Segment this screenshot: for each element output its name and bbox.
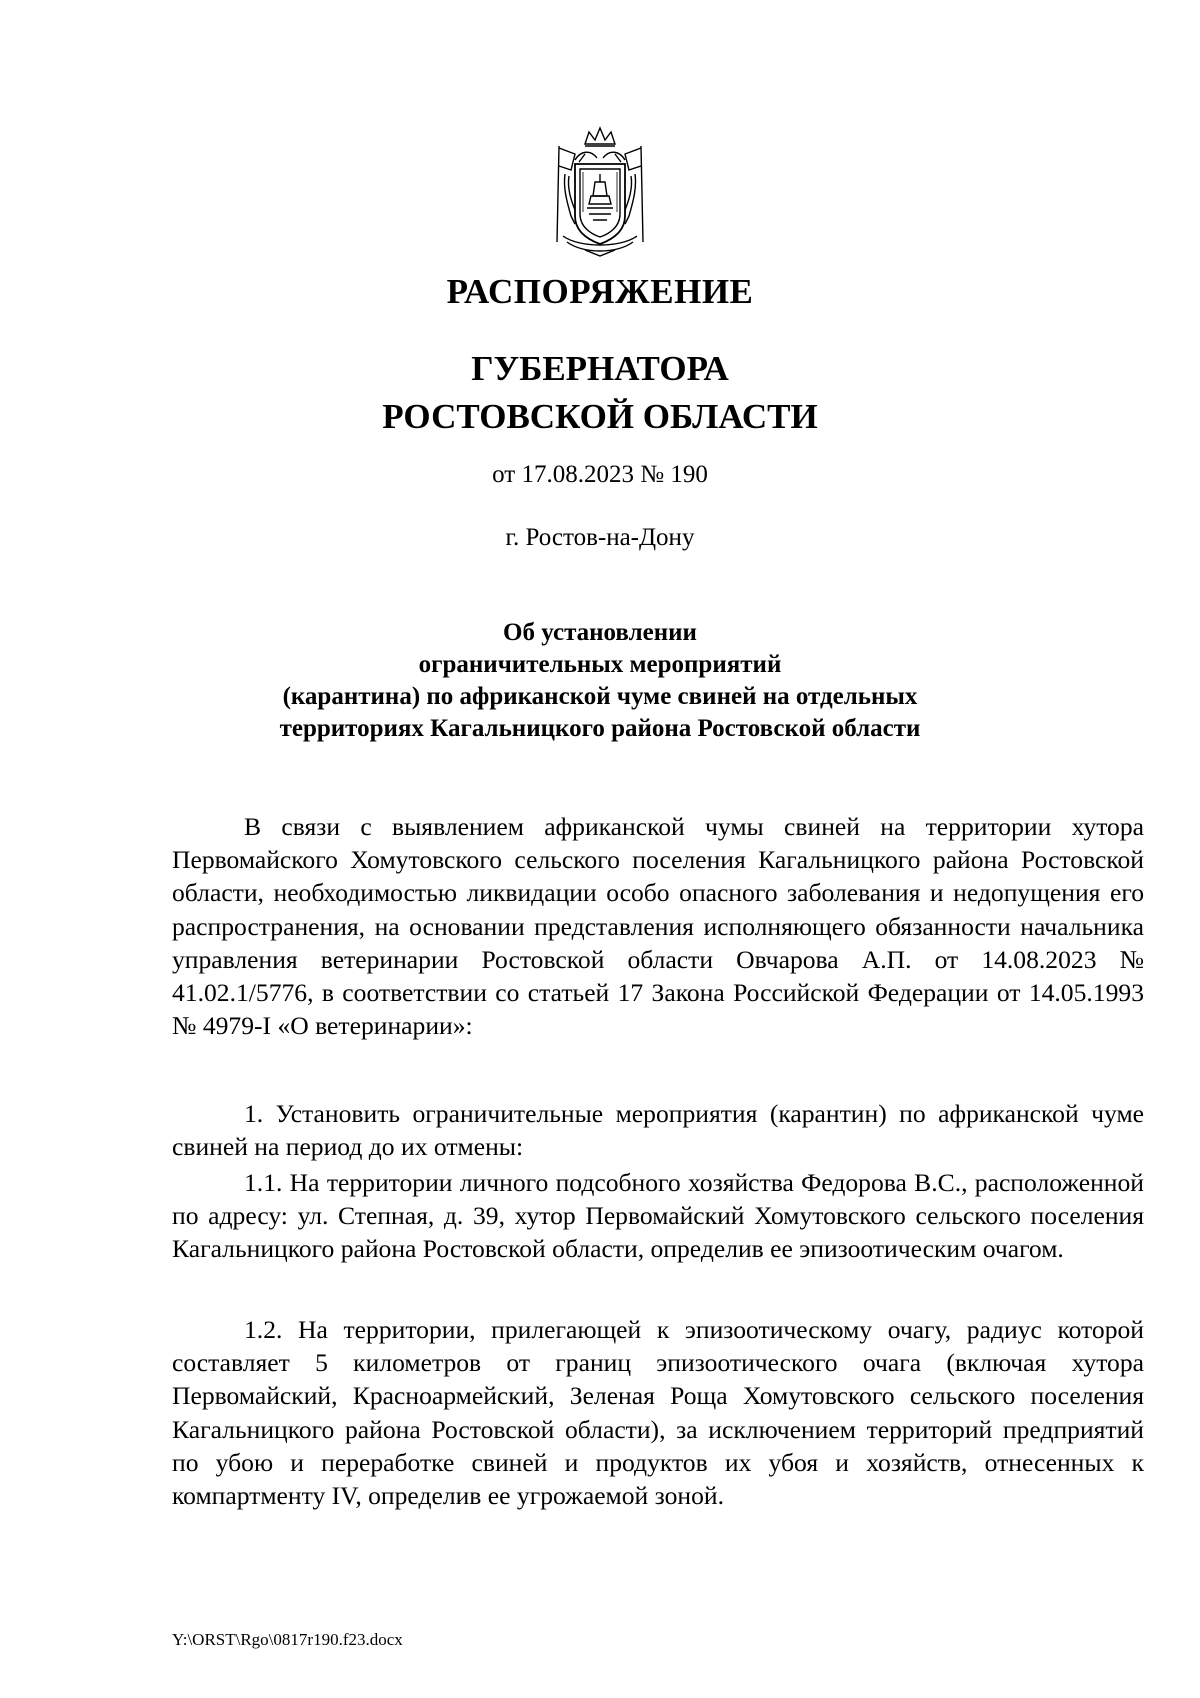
item-1-1-block: [172, 1166, 1144, 1266]
item-1-paragraph: 1. Установить ограничительные мероприятия (карантин) по африканской чуме свиней на период до их отмены:: [172, 1099, 1144, 1162]
item-1-2-block: [172, 1313, 1144, 1512]
item-1-block: [172, 1097, 1144, 1163]
document-type-heading: РАСПОРЯЖЕНИЕ: [446, 272, 754, 311]
intro-paragraph-block: [172, 810, 1144, 1042]
item-1-2-paragraph: 1.2. На территории, прилегающей к эпизоотическому очагу, радиус которой составляет 5 километров от границ эпизоотического очага (включая хутора Первомайский, Красноармейский, Зеленая Роща Хомутовского сельского поселения Кагальницкого района Ростовской области), за исключением территорий предприятий по убою и переработке свиней и продуктов их убоя и хозяйств, отнесенных к компартменту IV, определив ее угрожаемой зоной.: [172, 1315, 1144, 1511]
issuer-line-1: ГУБЕРНАТОРА: [471, 349, 729, 388]
rostov-oblast-coat-of-arms-icon: [545, 124, 655, 260]
issuer-line-2: РОСТОВСКОЙ ОБЛАСТИ: [382, 397, 818, 436]
intro-paragraph: В связи с выявлением африканской чумы свиней на территории хутора Первомайского Хомутовского сельского поселения Кагальницкого района Ростовской области, необходимостью ликвидации особо опасного заболевания и недопущения его распространения, на основании представления исполняющего обязанности начальника управления ветеринарии Ростовской области Овчарова А.П. от 14.08.2023 № 41.02.1/5776, в соответствии со статьей 17 Закона Российской Федерации от 14.05.1993 № 4979-I «О ветеринарии»:: [172, 812, 1144, 1041]
title-line-4: территориях Кагальницкого района Ростовской области: [279, 715, 921, 742]
document-city: г. Ростов-на-Дону: [505, 524, 695, 551]
title-line-3: (карантина) по африканской чуме свиней на отдельных: [282, 683, 918, 710]
item-1-1-paragraph: 1.1. На территории личного подсобного хозяйства Федорова В.С., расположенной по адресу: ул. Степная, д. 39, хутор Первомайский Хомутовского сельского поселения Кагальницкого района Ростовской области, определив ее эпизоотическим очагом.: [172, 1168, 1144, 1264]
title-line-1: Об установлении: [503, 619, 697, 646]
footer-file-path: Y:\ORST\Rgo\0817r190.f23.docx: [172, 1630, 403, 1649]
document-title: [0, 617, 1200, 745]
document-date-number: от 17.08.2023 № 190: [492, 461, 708, 488]
issuer-heading: [0, 345, 1200, 441]
title-line-2: ограничительных мероприятий: [418, 651, 782, 678]
